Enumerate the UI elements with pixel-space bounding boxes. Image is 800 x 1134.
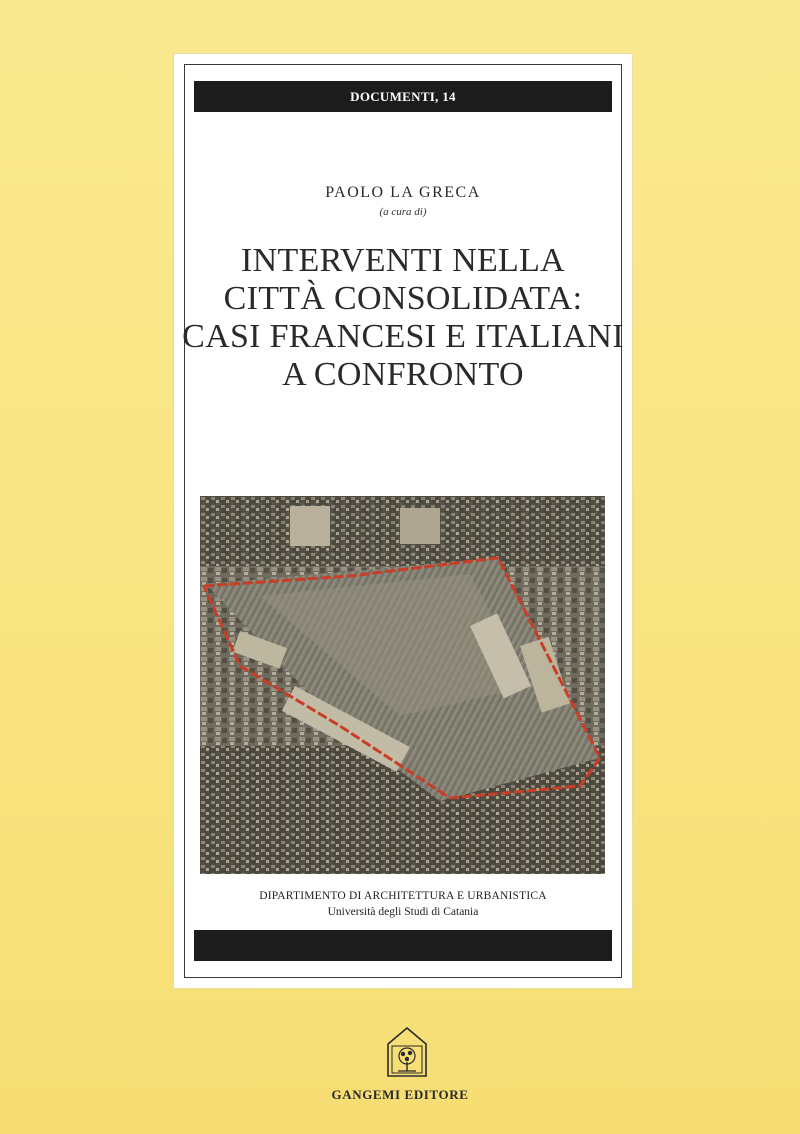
author-name: PAOLO LA GRECA bbox=[325, 184, 481, 201]
book-title bbox=[174, 242, 632, 394]
series-bar bbox=[194, 81, 612, 112]
series-label: DOCUMENTI, 14 bbox=[350, 88, 456, 104]
house-tree-logo-icon bbox=[386, 1026, 428, 1080]
cover-panel bbox=[174, 54, 632, 988]
university-name: Università degli Studi di Catania bbox=[327, 906, 479, 918]
title-line-1: INTERVENTI NELLA bbox=[240, 242, 566, 279]
department-name: DIPARTIMENTO DI ARCHITETTURA E URBANISTICA bbox=[259, 890, 547, 902]
editor-role: (a cura di) bbox=[379, 206, 427, 218]
bottom-bar bbox=[194, 930, 612, 961]
title-line-2: CITTÀ CONSOLIDATA: bbox=[223, 280, 583, 317]
publisher-name: GANGEMI EDITORE bbox=[331, 1087, 469, 1102]
title-line-4: A CONFRONTO bbox=[282, 356, 524, 393]
title-line-3: CASI FRANCESI E ITALIANI bbox=[182, 318, 624, 355]
aerial-city-photo bbox=[200, 496, 605, 874]
